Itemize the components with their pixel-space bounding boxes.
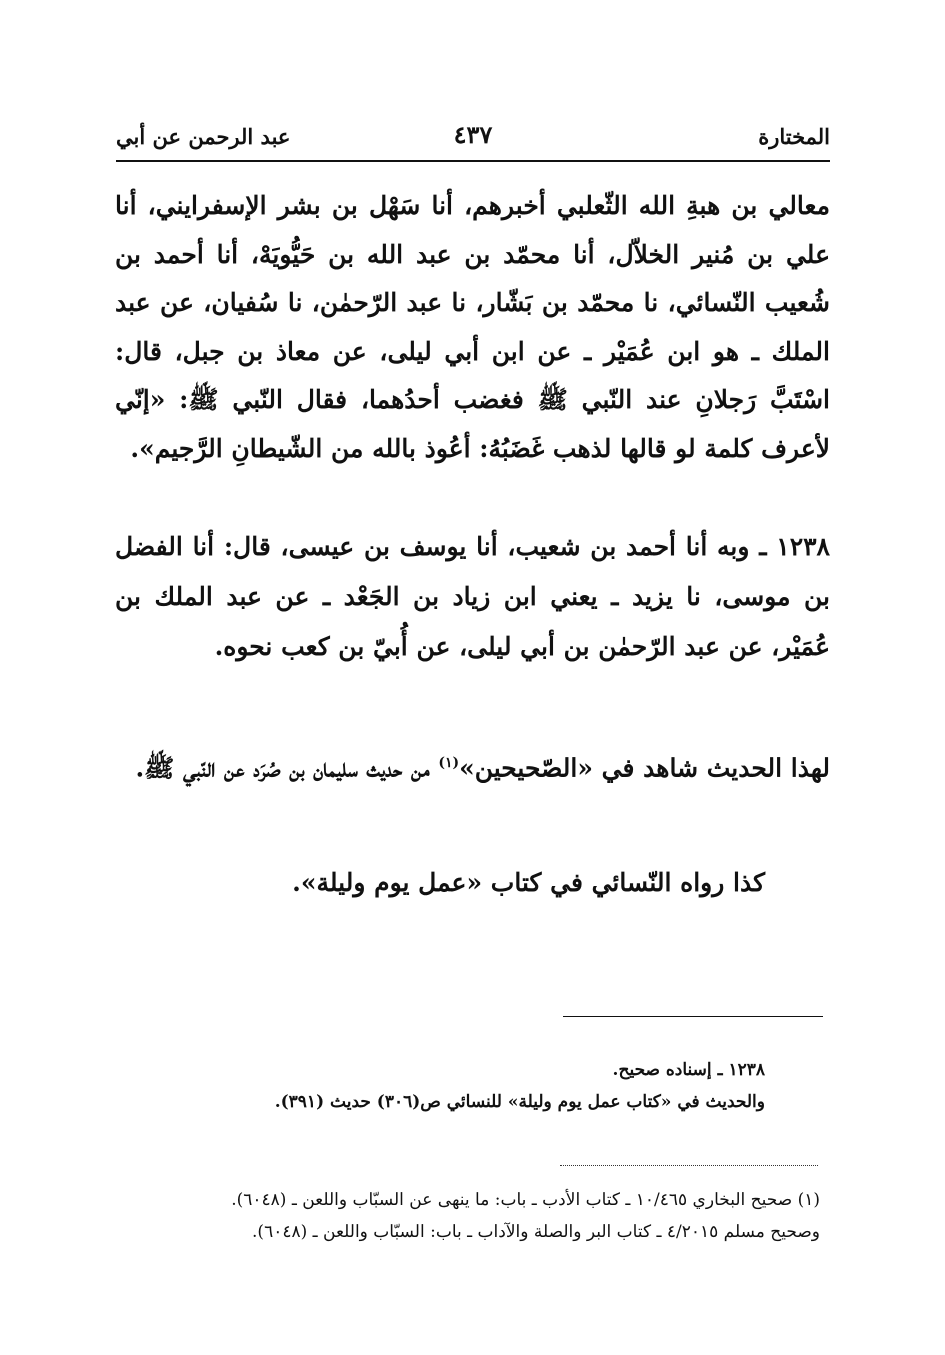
- footnote-1-continued: وصحيح مسلم ٤/٢٠١٥ ـ كتاب البر والصلة والآداب ـ باب: السبّاب واللعن ـ (٦٠٤٨).: [252, 1222, 820, 1242]
- paragraph-text: [115, 738, 830, 793]
- isnad-line-1: ١٢٣٨ ـ إسناده صحيح.: [612, 1060, 765, 1080]
- paragraph-text: معالي بن هبةِ الله الثّعلبي أخبرهم، أنا سَهْل بن بشر الإسفرايني، أنا علي بن مُنير الخلاّل، أنا محمّد بن عبد الله بن حَيُّويَهْ، أنا أحمد بن شُعيب النّسائي، نا محمّد بن بَشّار، نا عبد الرّحمٰن، نا سُفيان، عن عبد الملك ـ هو ابن عُمَيْر ـ عن ابن أبي ليلى، عن معاذ بن جبل، قال: اسْتَبَّ رَجلانِ عند النّبي ﷺ فغضب أحدُهما، فقال النّبي ﷺ: «إنّي لأعرف كلمة لو قالها لذهب غَضَبُهُ: أعُوذ بالله من الشّيطانِ الرَّجيم».: [115, 191, 830, 463]
- hadith-text: ـ وبه أنا أحمد بن شعيب، أنا يوسف بن عيسى، قال: أنا الفضل بن موسى، نا يزيد ـ يعني ابن زياد بن الجَعْد ـ عن عبد الملك بن عُمَيْر، عن عبد الرّحمٰن بن أبي ليلى، عن أُبيّ بن كعب نحوه.: [115, 532, 830, 661]
- footnote-divider: [563, 1016, 823, 1017]
- paragraph-text: [115, 522, 830, 672]
- hadith-paragraph-1: [115, 182, 830, 473]
- isnad-line-2: والحديث في «كتاب عمل يوم وليلة» للنسائي ص(٣٠٦) حديث (٣٩١).: [274, 1092, 765, 1112]
- footnote-dotted-divider: [560, 1165, 818, 1166]
- commentary-text-start: لهذا الحديث شاهد في «الصّحيحين»: [459, 753, 830, 783]
- header-divider: [116, 160, 830, 162]
- footnote-1: (١) صحيح البخاري ١٠/٤٦٥ ـ كتاب الأدب ـ باب: ما ينهى عن السبّاب واللعن ـ (٦٠٤٨).: [231, 1190, 820, 1210]
- commentary-text-end: من حديث سليمان بن صُرَد عن النّبي ﷺ.: [135, 753, 439, 783]
- book-title: المختارة: [758, 124, 830, 149]
- footnotes: [115, 1184, 820, 1248]
- page-header: [116, 118, 830, 158]
- isnad-note: [115, 1054, 820, 1118]
- narration-note: [115, 858, 765, 908]
- chapter-title: عبد الرحمن عن أبي: [116, 124, 291, 149]
- commentary-paragraph: [115, 738, 830, 793]
- footnote-ref: (١): [438, 755, 460, 771]
- narration-text: كذا رواه النّسائي في كتاب «عمل يوم وليلة».: [292, 868, 765, 897]
- hadith-number: ١٢٣٨: [776, 532, 830, 561]
- page-number: ٤٣٧: [453, 120, 493, 149]
- hadith-paragraph-2: [115, 522, 830, 672]
